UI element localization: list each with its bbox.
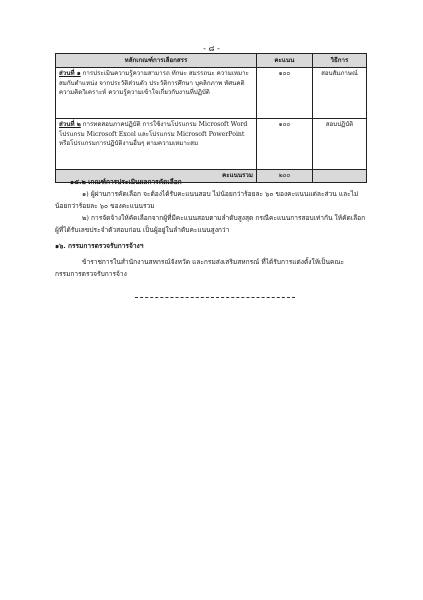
score-cell: ๑๐๐ [256, 68, 312, 119]
section-15-2-item1: ๑) ผู้ผ่านการคัดเลือก จะต้องได้รับคะแนนสอบ ไม่น้อยกว่าร้อยละ ๖๐ ของคะแนนแต่ละส่วน และไม่น้อยกว่าร้อยละ ๖๐ ของคะแนนรวม [55, 190, 359, 210]
part-label: ส่วนที่ ๒ [59, 121, 81, 128]
header-criteria: หลักเกณฑ์การเลือกสรร [56, 54, 257, 68]
total-score: ๒๐๐ [256, 170, 312, 183]
table-header-row [56, 54, 367, 68]
table-row [56, 68, 367, 119]
header-score: คะแนน [256, 54, 312, 68]
total-label: คะแนนรวม [56, 170, 257, 183]
section-heading: ๑๖. กรรมการตรวจรับการจ้างฯ [55, 242, 144, 250]
criteria-cell [56, 119, 257, 170]
criteria-cell [56, 68, 257, 119]
selection-criteria-table [55, 53, 367, 183]
page-number: - ๘ - [203, 44, 220, 53]
method-cell: สอบปฏิบัติ [312, 119, 366, 170]
method-cell: สอบสัมภาษณ์ [312, 68, 366, 119]
criteria-text: การทดสอบภาคปฏิบัติ การใช้งานโปรแกรม Microsoft Word โปรแกรม Microsoft Excel และโปรแกรม Microsoft PowerPoint หรือโปรแกรมการปฏิบัติงานอื่นๆ ตามความเหมาะสม [59, 121, 248, 147]
criteria-text: การประเมินความรู้ความสามารถ ทักษะ สมรรถนะ ความเหมาะสมกับตำแหน่ง จากประวัติส่วนตัว ประวัติการศึกษา บุคลิกภาพ ทัศนคติ ความคิดวิเคราะห์ ความรู้ความเข้าใจเกี่ยวกับงานที่ปฏิบัติ [59, 70, 249, 96]
part-label: ส่วนที่ ๑ [59, 70, 81, 77]
header-method: วิธีการ [312, 54, 366, 68]
section-heading: ๑๕.๒ เกณฑ์การประเมินผลการคัดเลือก [70, 178, 182, 186]
section-15-2-heading [70, 176, 370, 188]
section-15-2-item2: ๒) การจัดจ้างให้คัดเลือกจากผู้ที่มีคะแนนสอบตามลำดับสูงสุด กรณีคะแนนการสอบเท่ากัน ให้คัดเลือกผู้ที่ได้รับเลขประจำตัวสอบก่อน เป็นผู้อยู่ในลำดับคะแนนสูงกว่า [55, 214, 366, 234]
section-16-heading [55, 240, 367, 252]
table-row [56, 119, 367, 170]
section-16-text: ข้าราชการในสำนักงานสหกรณ์จังหวัด และกรมส่งเสริมสหกรณ์ ที่ได้รับการแต่งตั้งให้เป็นคณะกรรมการตรวจรับการจ้าง [55, 258, 345, 278]
divider-line [135, 297, 295, 298]
score-cell: ๑๐๐ [256, 119, 312, 170]
